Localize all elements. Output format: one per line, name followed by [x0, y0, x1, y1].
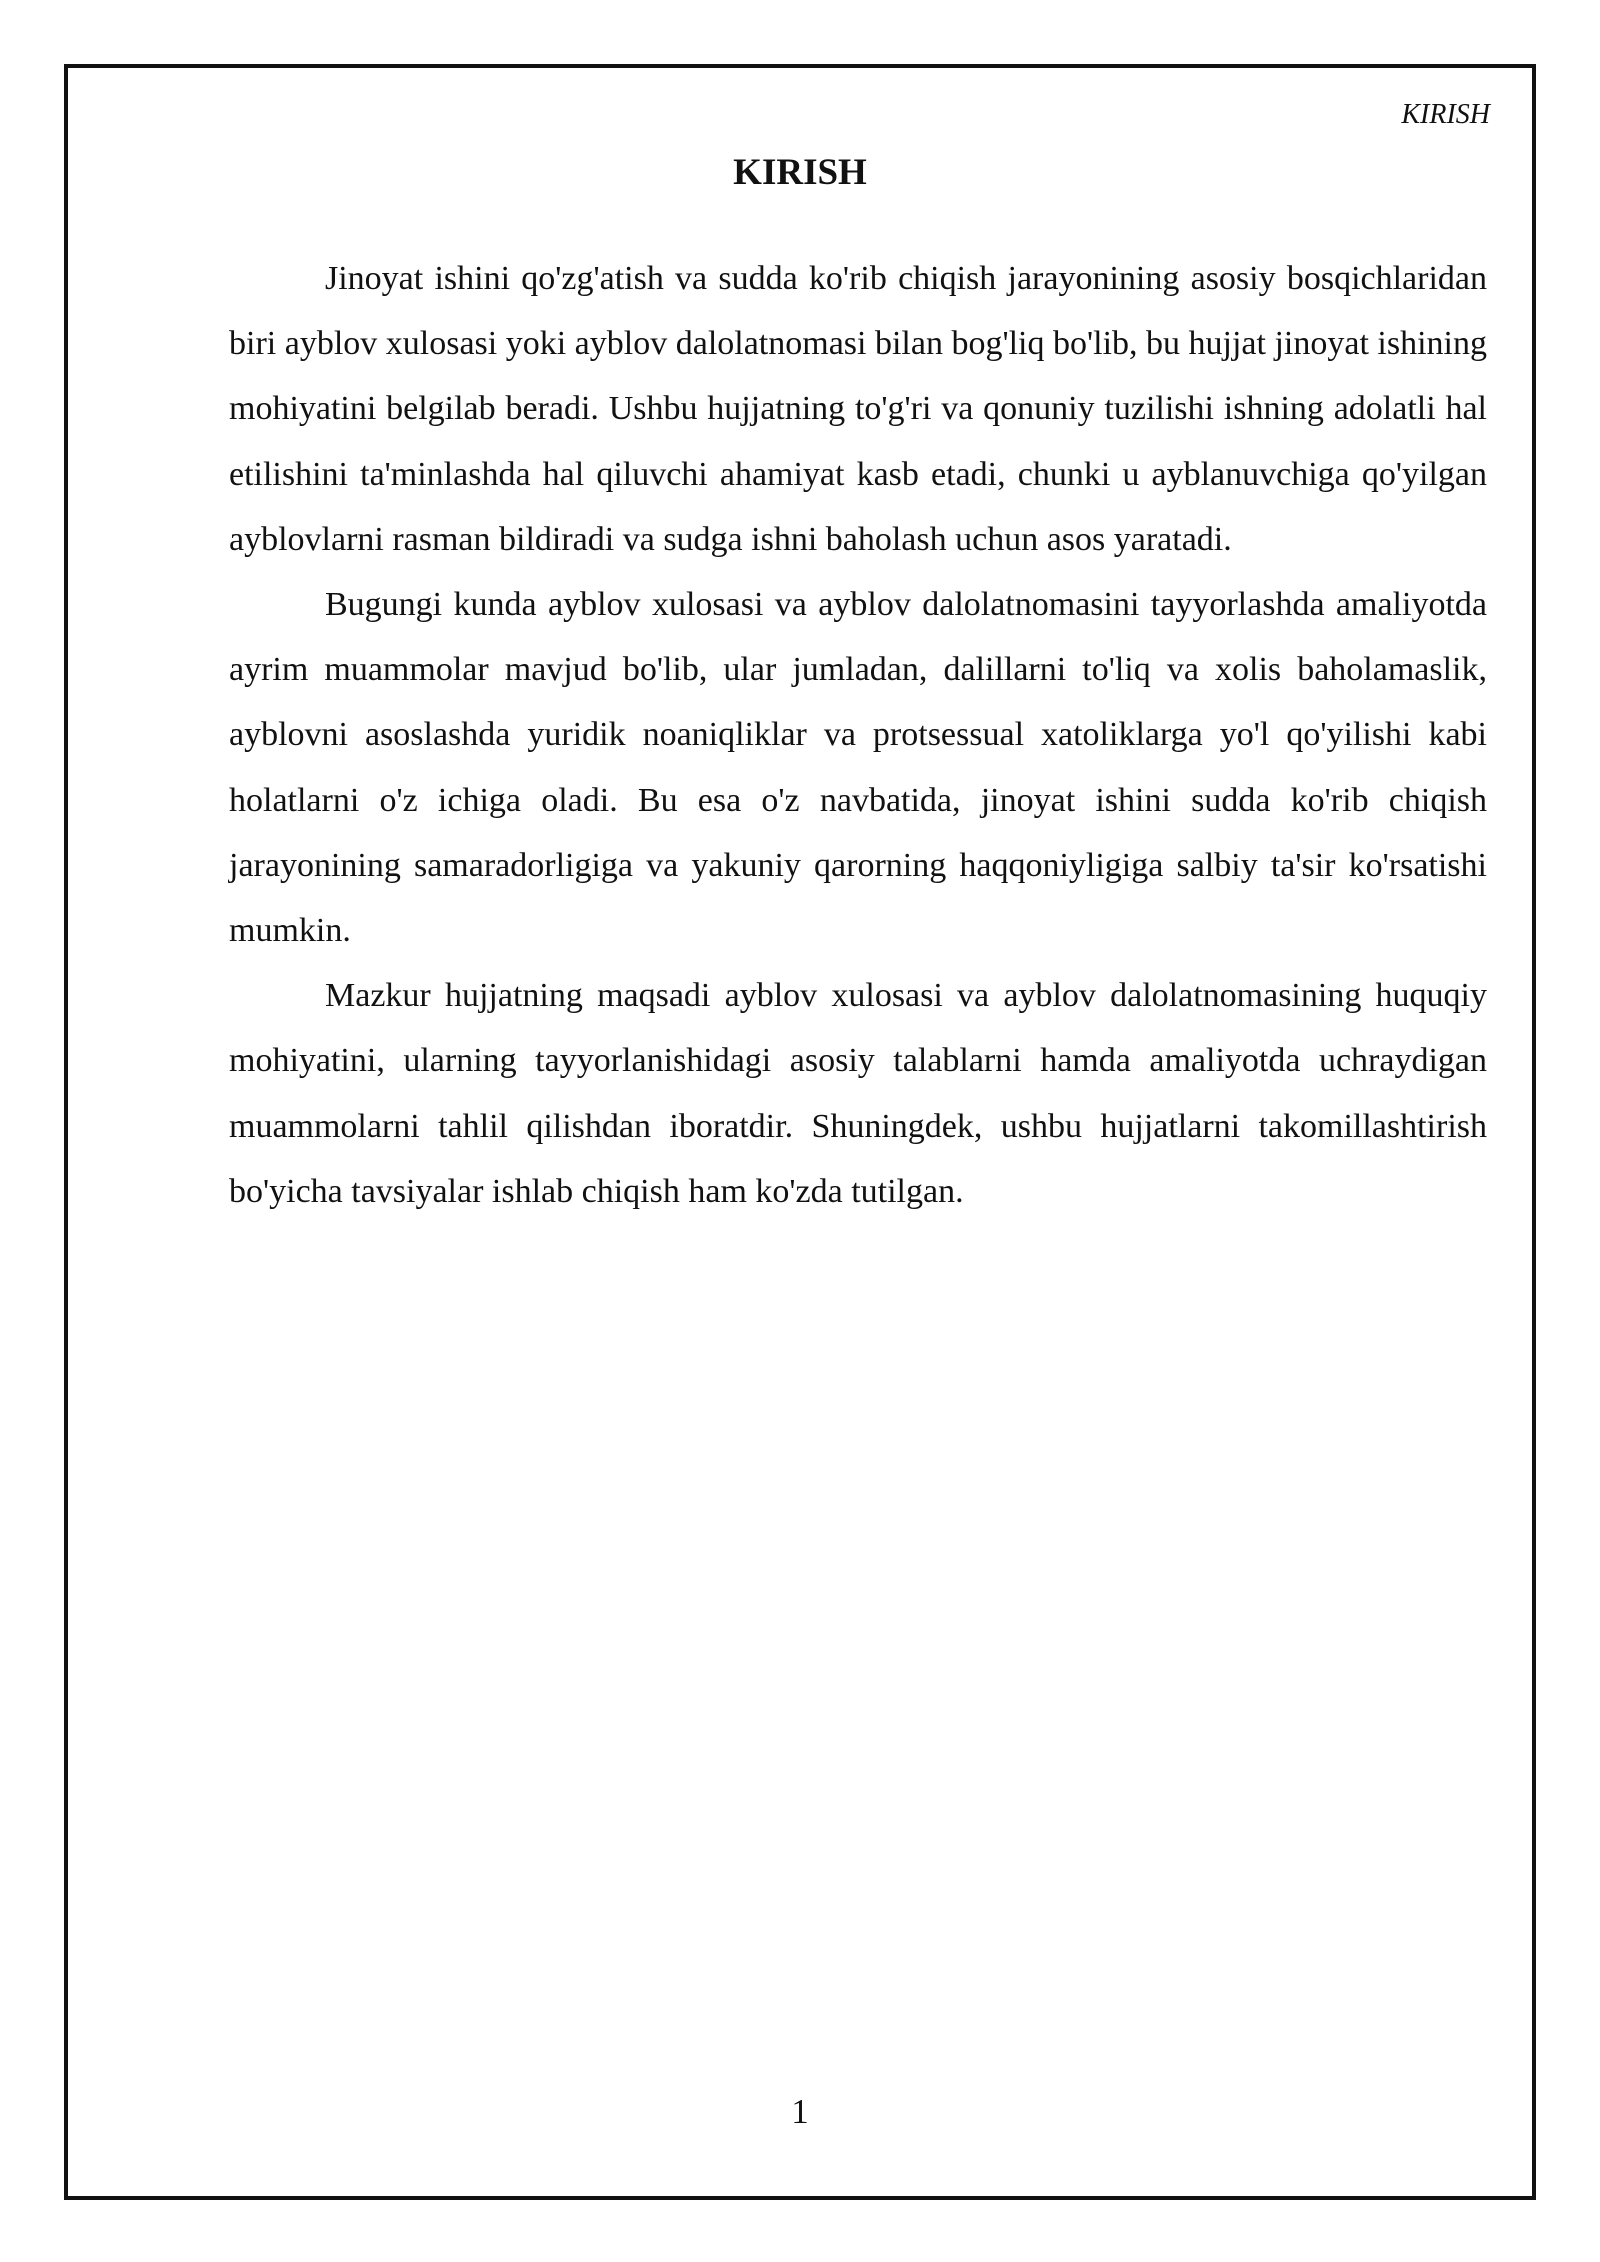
paragraph-2: Bugungi kunda ayblov xulosasi va ayblov dalolatnomasini tayyorlashda amaliyotda ayrim muammolar mavjud bo'lib, ular jumladan, dalillarni to'liq va xolis baholamaslik, ayblovni asoslashda yuridik noaniqliklar va protsessual xatoliklarga yo'l qo'yilishi kabi holatlarni o'z ichiga oladi. Bu esa o'z navbatida, jinoyat ishini sudda ko'rib chiqish jarayonining samaradorligiga va yakuniy qarorning haqqoniyligiga salbiy ta'sir ko'rsatishi mumkin.	[229, 586, 1487, 950]
body-text	[229, 246, 1487, 1224]
page-title: KIRISH	[733, 152, 867, 193]
running-header: KIRISH	[1401, 99, 1490, 130]
paragraph-3: Mazkur hujjatning maqsadi ayblov xulosasi va ayblov dalolatnomasining huquqiy mohiyatini, ularning tayyorlanishidagi asosiy talablarni hamda amaliyotda uchraydigan muammolarni tahlil qilishdan iboratdir. Shuningdek, ushbu hujjatlarni takomillashtirish bo'yicha tavsiyalar ishlab chiqish ham ko'zda tutilgan.	[229, 977, 1487, 1210]
page-number: 1	[791, 2092, 809, 2131]
paragraph-1: Jinoyat ishini qo'zg'atish va sudda ko'rib chiqish jarayonining asosiy bosqichlaridan biri ayblov xulosasi yoki ayblov dalolatnomasi bilan bog'liq bo'lib, bu hujjat jinoyat ishining mohiyatini belgilab beradi. Ushbu hujjatning to'g'ri va qonuniy tuzilishi ishning adolatli hal etilishini ta'minlashda hal qiluvchi ahamiyat kasb etadi, chunki u ayblanuvchiga qo'yilgan ayblovlarni rasman bildiradi va sudga ishni baholash uchun asos yaratadi.	[229, 260, 1487, 558]
